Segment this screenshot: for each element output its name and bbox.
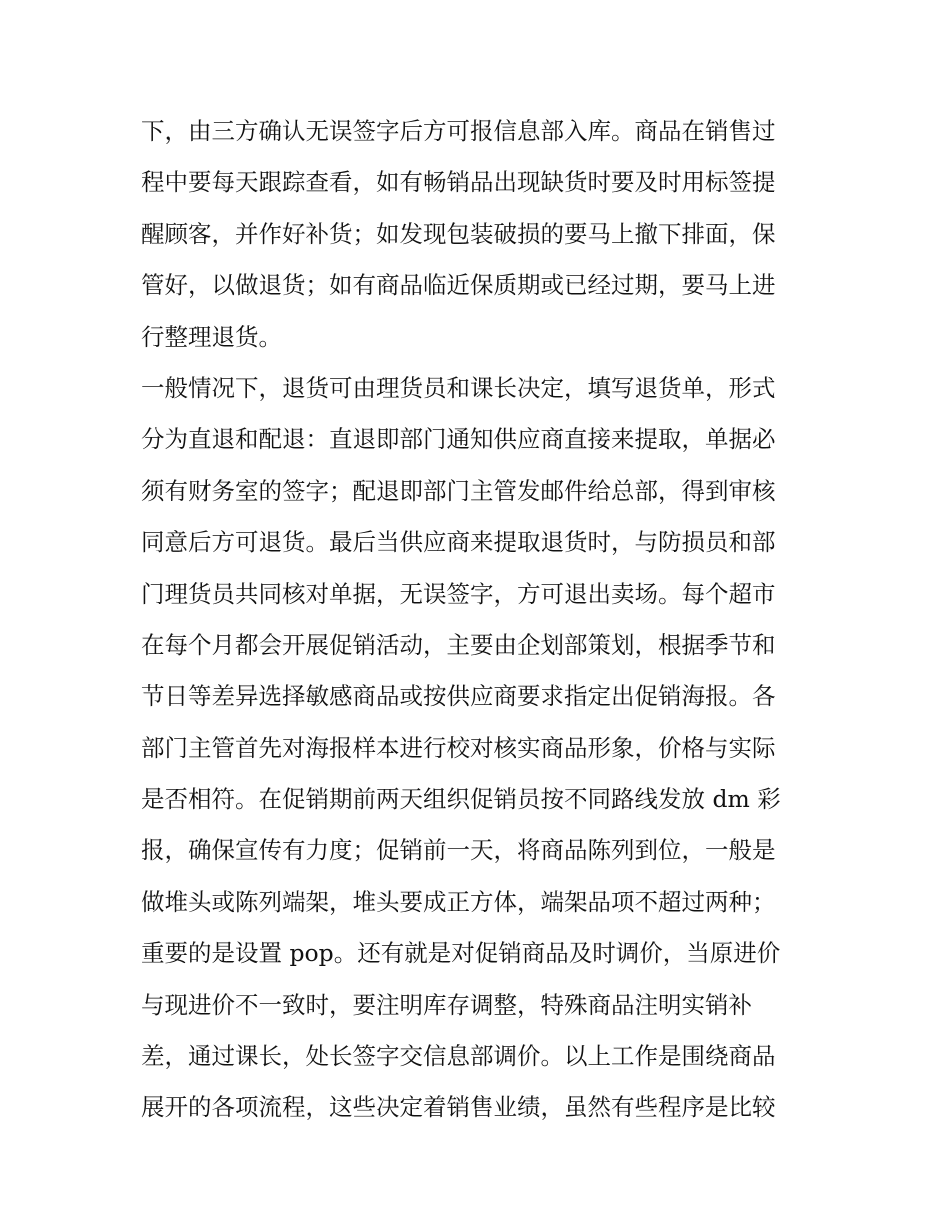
text-line: 节日等差异选择敏感商品或按供应商要求指定出促销海报。各 xyxy=(141,682,776,711)
text-line: 展开的各项流程，这些决定着销售业绩，虽然有些程序是比较 xyxy=(141,1093,776,1122)
text-line: 须有财务室的签字；配退即部门主管发邮件给总部，得到审核 xyxy=(141,476,776,505)
text-line: 是否相符。在促销期前两天组织促销员按不同路线发放 dm 彩 xyxy=(141,785,781,814)
text-line: 醒顾客，并作好补货；如发现包装破损的要马上撤下排面，保 xyxy=(141,219,776,248)
text-line: 分为直退和配退：直退即部门通知供应商直接来提取，单据必 xyxy=(141,425,776,454)
text-line: 程中要每天跟踪查看，如有畅销品出现缺货时要及时用标签提 xyxy=(141,168,776,197)
text-line: 做堆头或陈列端架，堆头要成正方体，端架品项不超过两种； xyxy=(141,887,776,916)
document-body xyxy=(141,106,821,1134)
text-line: 门理货员共同核对单据，无误签字，方可退出卖场。每个超市 xyxy=(141,579,776,608)
text-line: 差，通过课长，处长签字交信息部调价。以上工作是围绕商品 xyxy=(141,1042,776,1071)
text-line: 行整理退货。 xyxy=(141,322,282,351)
text-line: 在每个月都会开展促销活动，主要由企划部策划，根据季节和 xyxy=(141,630,776,659)
text-line: 同意后方可退货。最后当供应商来提取退货时，与防损员和部 xyxy=(141,528,776,557)
text-line: 一般情况下，退货可由理货员和课长决定，填写退货单，形式 xyxy=(141,373,776,402)
text-line: 报，确保宣传有力度；促销前一天，将商品陈列到位，一般是 xyxy=(141,836,776,865)
text-line: 下，由三方确认无误签字后方可报信息部入库。商品在销售过 xyxy=(141,117,776,145)
text-line: 部门主管首先对海报样本进行校对核实商品形象，价格与实际 xyxy=(141,733,776,762)
text-line: 与现进价不一致时，要注明库存调整，特殊商品注明实销补 xyxy=(141,990,752,1019)
text-line: 管好，以做退货；如有商品临近保质期或已经过期，要马上进 xyxy=(141,271,776,300)
text-line: 重要的是设置 pop。还有就是对促销商品及时调价，当原进价 xyxy=(141,939,781,968)
